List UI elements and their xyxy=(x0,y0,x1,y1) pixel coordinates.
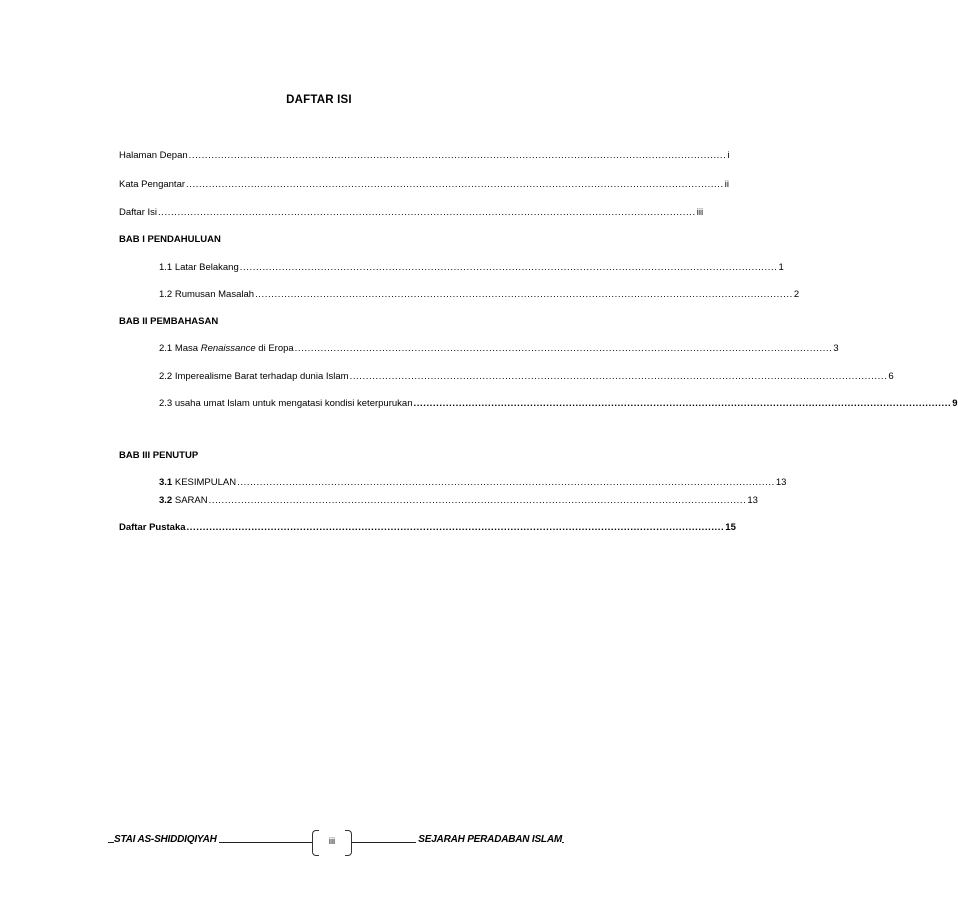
toc-entry-label: 2.2 Imperealisme Barat terhadap dunia Islam xyxy=(159,371,349,382)
left-bracket-icon xyxy=(312,830,319,856)
chapter-heading-bab3: BAB III PENUTUP xyxy=(119,450,199,461)
toc-entry-rumusan-masalah xyxy=(159,289,800,301)
page-title: DAFTAR ISI xyxy=(286,94,352,106)
toc-entry-saran xyxy=(159,495,758,507)
label-suffix: di Eropa xyxy=(255,343,294,354)
toc-entry-label: Kata Pengantar xyxy=(119,179,186,190)
toc-entry-renaissance xyxy=(159,343,839,355)
toc-entry-label: 2.3 usaha umat Islam untuk mengatasi kondisi keterpurukan xyxy=(159,398,413,409)
toc-entry-label: 1.1 Latar Belakang xyxy=(159,262,239,273)
toc-entry-page: i xyxy=(727,150,730,161)
toc-entry-kesimpulan xyxy=(159,477,787,489)
toc-entry-label xyxy=(159,495,208,507)
toc-entry-kata-pengantar xyxy=(119,179,730,191)
label-prefix: 2.1 Masa xyxy=(159,343,201,354)
right-bracket-icon xyxy=(345,830,352,856)
footer-subject: SEJARAH PERADABAN ISLAM xyxy=(418,834,562,845)
leader-dots: ...................................................................................................................................................................... xyxy=(294,343,833,354)
toc-entry-label: 1.2 Rumusan Masalah xyxy=(159,289,255,300)
toc-entry-page: 9 xyxy=(952,398,958,409)
leader-dots: ...................................................................................................................................................................... xyxy=(186,522,725,533)
toc-entry-daftar-isi xyxy=(119,207,704,219)
leader-dots: ...................................................................................................................................................................... xyxy=(349,371,888,382)
toc-entry-label: Daftar Pustaka xyxy=(119,522,186,533)
leader-dots: ...................................................................................................................................................................... xyxy=(237,477,775,488)
toc-entry-page: ii xyxy=(724,179,730,190)
footer-page-number-box xyxy=(312,830,352,854)
toc-entry-label xyxy=(159,477,236,489)
toc-entry-keterpurukan xyxy=(159,398,958,410)
toc-entry-page: 15 xyxy=(725,522,736,533)
toc-entry-page: 3 xyxy=(833,343,839,354)
leader-dots: ...................................................................................................................................................................... xyxy=(239,262,778,273)
toc-entry-label: Daftar Isi xyxy=(119,207,158,218)
toc-entry-latar-belakang xyxy=(159,262,784,274)
footer-page-number: iii xyxy=(328,836,336,847)
toc-entry-halaman-depan xyxy=(119,150,730,162)
toc-entry-page: 13 xyxy=(747,495,758,506)
toc-entry-imperealisme xyxy=(159,371,894,383)
toc-entry-page: 13 xyxy=(775,477,787,488)
chapter-heading-bab2: BAB II PEMBAHASAN xyxy=(119,316,219,327)
page-footer xyxy=(0,828,638,868)
toc-entry-daftar-pustaka xyxy=(119,522,736,534)
toc-entry-label: Halaman Depan xyxy=(119,150,188,161)
leader-dots: ...................................................................................................................................................................... xyxy=(186,179,724,190)
toc-entry-page: iii xyxy=(696,207,704,218)
toc-entry-page: 2 xyxy=(793,289,800,300)
toc-entry-page: 6 xyxy=(888,371,894,382)
footer-institution: STAI AS-SHIDDIQIYAH xyxy=(114,834,217,845)
section-title: KESIMPULAN xyxy=(172,477,237,488)
leader-dots: ...................................................................................................................................................................... xyxy=(413,398,952,409)
section-number: 3.2 xyxy=(159,495,173,506)
leader-dots: ...................................................................................................................................................................... xyxy=(255,289,793,300)
chapter-heading-bab1: BAB I PENDAHULUAN xyxy=(119,234,221,245)
label-italic: Renaissance xyxy=(200,343,256,354)
toc-entry-label xyxy=(159,343,294,355)
toc-entry-page: 1 xyxy=(778,262,784,273)
section-number: 3.1 xyxy=(159,477,173,488)
section-title: SARAN xyxy=(172,495,208,506)
leader-dots: ...................................................................................................................................................................... xyxy=(188,150,727,161)
leader-dots: ...................................................................................................................................................................... xyxy=(208,495,747,506)
leader-dots: ...................................................................................................................................................................... xyxy=(158,207,696,218)
